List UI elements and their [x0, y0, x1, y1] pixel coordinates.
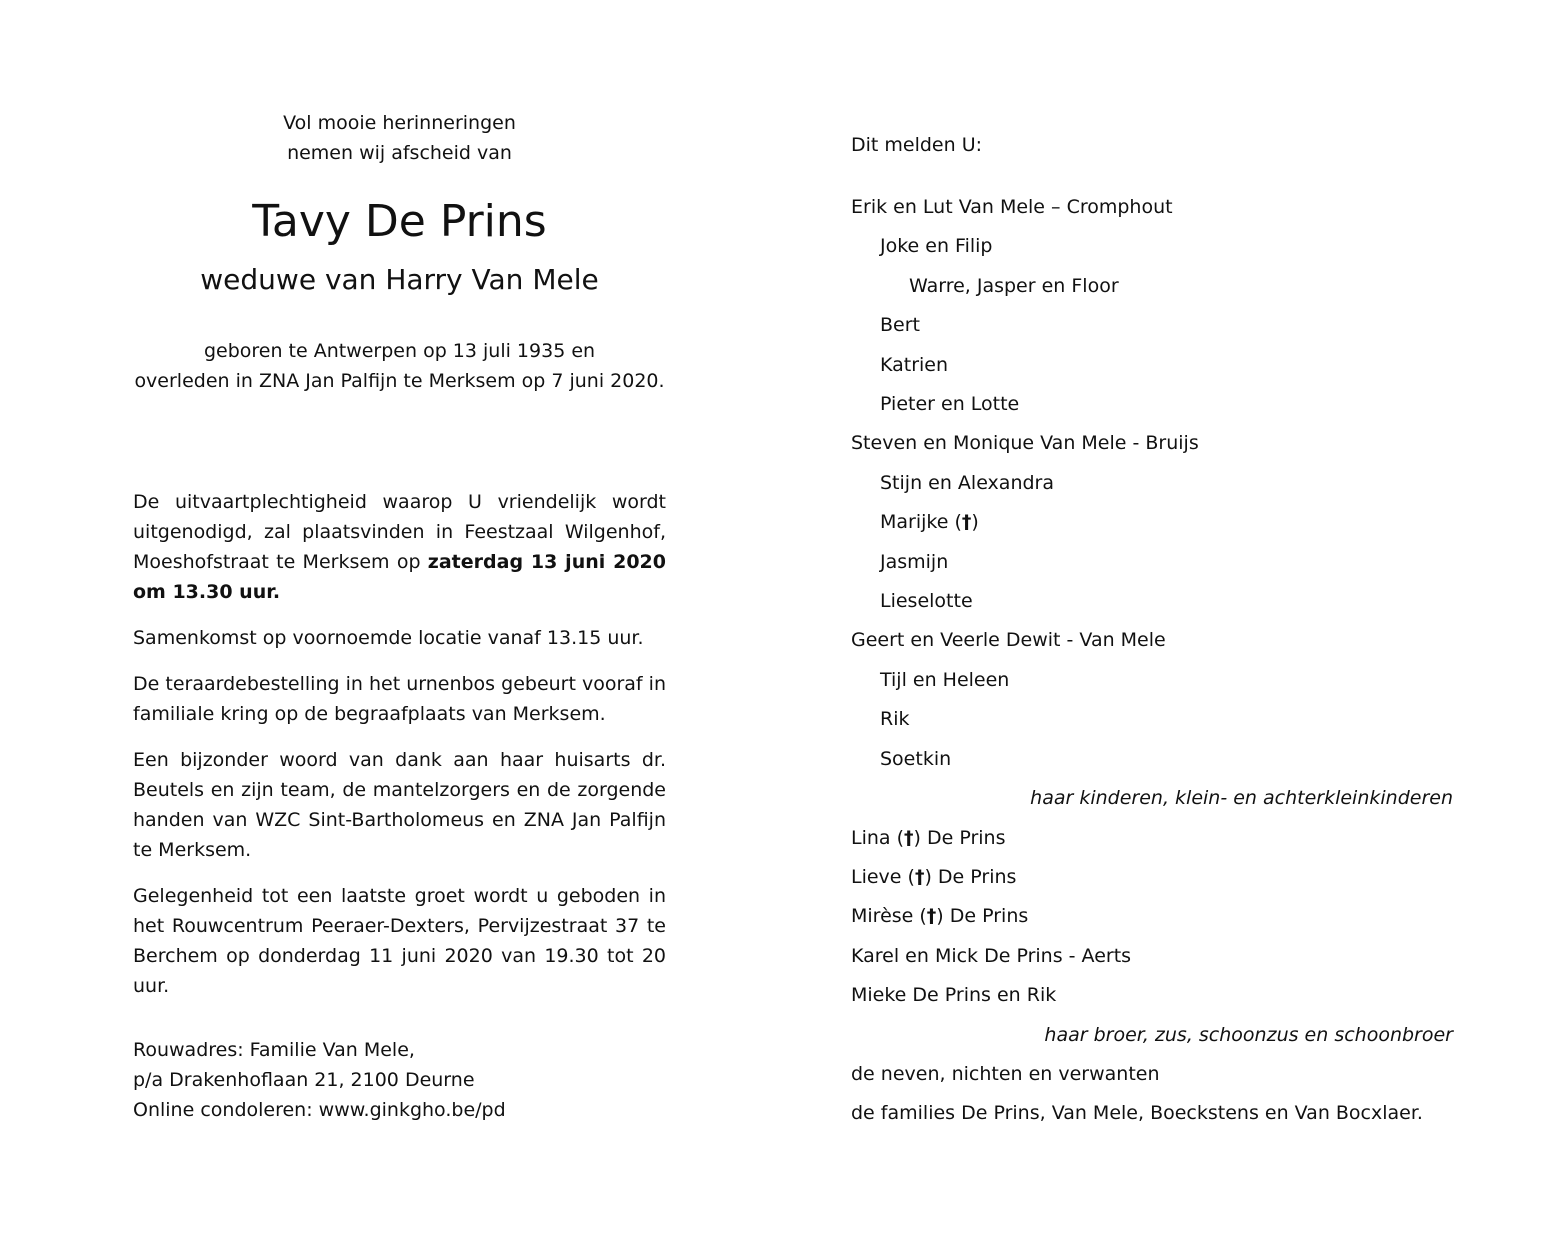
address-line-2: p/a Drakenhoflaan 21, 2100 Deurne — [133, 1069, 475, 1091]
family-entry: Warre, Jasper en Floor — [909, 274, 1119, 297]
family-entry: Karel en Mick De Prins - Aerts — [851, 944, 1132, 967]
family-name: Lieve ( — [851, 865, 915, 888]
ceremony-paragraph — [133, 487, 666, 607]
left-column — [133, 108, 666, 1125]
intro-line-1: Vol mooie herinneringen — [283, 112, 516, 134]
cross-icon: † — [926, 905, 937, 928]
burial-paragraph: De teraardebestelling in het urnenbos gebeurt vooraf in familiale kring op de begraafplaats van Merksem. — [133, 673, 666, 725]
relation-caption: haar broer, zus, schoonzus en schoonbroer — [1044, 1023, 1453, 1046]
surname-suffix: ) De Prins — [913, 826, 1006, 849]
family-entry: Tijl en Heleen — [880, 668, 1010, 691]
address-block — [133, 1035, 666, 1125]
birth-death-line-2: overleden in ZNA Jan Palfijn te Merksem op 7 juni 2020. — [134, 370, 665, 392]
family-entry-deceased — [851, 897, 1461, 936]
family-entry: Bert — [880, 314, 920, 337]
cross-icon: † — [904, 826, 914, 849]
intro-line-2: nemen wij afscheid van — [287, 142, 512, 164]
family-entry-deceased — [851, 819, 1461, 858]
family-entry: Lieselotte — [880, 590, 973, 613]
address-line-1: Rouwadres: Familie Van Mele, — [133, 1039, 415, 1061]
family-name: Lina ( — [851, 826, 905, 849]
visitation-paragraph: Gelegenheid tot een laatste groet wordt u geboden in het Rouwcentrum Peeraer-Dexters, Pervijzestraat 37 te Berchem op donderdag 11 juni 2020 van 19.30 tot 20 uur. — [133, 885, 666, 997]
birth-death-line-1: geboren te Antwerpen op 13 juli 1935 en — [203, 340, 596, 362]
address-line-3: Online condoleren: www.ginkgho.be/pd — [133, 1099, 506, 1121]
deceased-name: Tavy De Prins — [252, 196, 547, 247]
cross-icon: † — [914, 865, 925, 888]
relation-caption: haar kinderen, klein- en achterkleinkinderen — [1030, 787, 1453, 810]
surname-suffix: ) De Prins — [924, 865, 1017, 888]
widow-of: weduwe van Harry Van Mele — [200, 263, 599, 296]
family-entry: Soetkin — [880, 747, 952, 770]
family-entry: Joke en Filip — [880, 235, 993, 258]
announce-heading: Dit melden U: — [851, 134, 983, 156]
gathering-paragraph: Samenkomst op voornoemde locatie vanaf 13.15 uur. — [133, 627, 644, 649]
ceremony-date: zaterdag 13 juni 2020 om 13.30 uur. — [133, 551, 666, 603]
close-paren: ) — [971, 511, 979, 534]
family-entry: Pieter en Lotte — [880, 393, 1020, 416]
family-entry: Geert en Veerle Dewit - Van Mele — [851, 629, 1166, 652]
intro-block — [133, 108, 666, 396]
family-entry: Erik en Lut Van Mele – Cromphout — [851, 196, 1173, 218]
family-entry: Mieke De Prins en Rik — [851, 984, 1057, 1007]
family-entry: de families De Prins, Van Mele, Boeckstens en Van Bocxlaer. — [851, 1102, 1423, 1125]
family-entry: de neven, nichten en verwanten — [851, 1062, 1160, 1085]
family-entry: Jasmijn — [880, 550, 949, 573]
right-column — [851, 128, 1461, 1134]
family-entry-deceased — [851, 858, 1461, 897]
family-entry: Rik — [880, 708, 910, 731]
family-entry-deceased — [851, 503, 1461, 542]
cross-icon: † — [961, 511, 972, 534]
family-entry: Stijn en Alexandra — [880, 471, 1054, 494]
surname-suffix: ) De Prins — [936, 905, 1029, 928]
thanks-paragraph: Een bijzonder woord van dank aan haar huisarts dr. Beutels en zijn team, de mantelzorgers en de zorgende handen van WZC Sint-Bartholomeus en ZNA Jan Palfijn te Merksem. — [133, 749, 666, 861]
family-name: Marijke ( — [880, 511, 962, 534]
family-entry: Katrien — [880, 353, 949, 376]
family-name: Mirèse ( — [851, 905, 927, 928]
ceremony-text: De uitvaartplechtigheid waarop U vriendelijk wordt uitgenodigd, zal plaatsvinden in Feestzaal Wilgenhof, Moeshofstraat te Merksem op — [133, 491, 666, 573]
family-entry: Steven en Monique Van Mele - Bruijs — [851, 432, 1199, 455]
